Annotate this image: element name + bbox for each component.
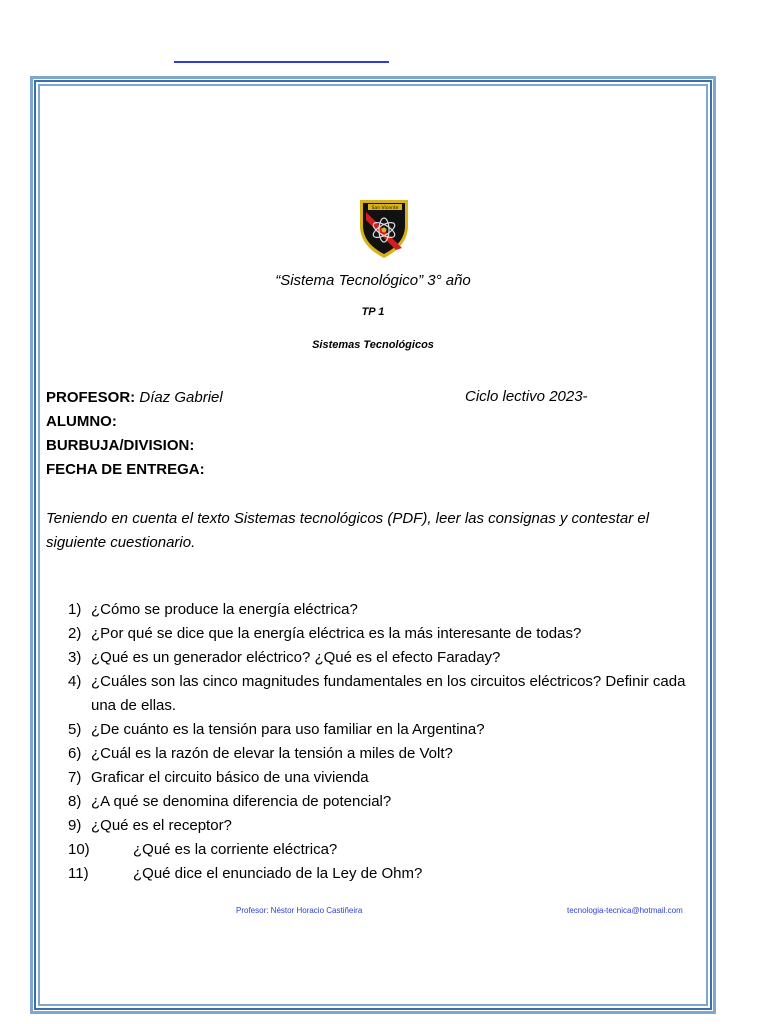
question-number: 1): [68, 601, 82, 618]
question-text: ¿Por qué se dice que la energía eléctrica es la más interesante de todas?: [91, 625, 582, 642]
instructions-line-2: siguiente cuestionario.: [46, 534, 196, 551]
question-number: 10): [68, 841, 90, 858]
question-number: 2): [68, 625, 82, 642]
delivery-date-field: [46, 459, 205, 481]
instructions-line-1: Teniendo en cuenta el texto Sistemas tecnológicos (PDF), leer las consignas y contestar el: [46, 510, 650, 527]
question-text: ¿Qué es la corriente eléctrica?: [133, 841, 338, 858]
teacher-label: PROFESOR:: [46, 389, 136, 406]
question-text: ¿Cuál es la razón de elevar la tensión a miles de Volt?: [91, 745, 453, 762]
crest-label: San Vicente: [371, 206, 399, 211]
top-link-underline: [174, 61, 389, 63]
question-text: Graficar el circuito básico de una vivienda: [91, 769, 369, 786]
question-text: ¿De cuánto es la tensión para uso familiar en la Argentina?: [91, 721, 485, 738]
question-number: 3): [68, 649, 82, 666]
school-crest-logo: [356, 196, 412, 260]
teacher-value: Díaz Gabriel: [139, 389, 223, 406]
school-year: Ciclo lectivo 2023-: [465, 388, 588, 405]
question-number: 6): [68, 745, 82, 762]
footer-email: tecnologia-tecnica@hotmail.com: [567, 906, 683, 915]
delivery-label: FECHA DE ENTREGA:: [46, 461, 205, 478]
teacher-field: [46, 387, 223, 409]
document-subtitle: Sistemas Tecnológicos: [312, 339, 434, 351]
question-text: ¿Cuáles son las cinco magnitudes fundamentales en los circuitos eléctricos? Definir cada: [91, 673, 686, 690]
question-text: ¿Qué dice el enunciado de la Ley de Ohm?: [133, 865, 423, 882]
question-number: 5): [68, 721, 82, 738]
question-number: 9): [68, 817, 82, 834]
instructions: [46, 507, 706, 555]
question-number: 8): [68, 793, 82, 810]
division-label: BURBUJA/DIVISION:: [46, 437, 195, 454]
question-text-continuation: una de ellas.: [91, 697, 177, 714]
question-text: ¿Cómo se produce la energía eléctrica?: [91, 601, 358, 618]
question-number: 11): [68, 865, 89, 882]
student-label: ALUMNO:: [46, 413, 117, 430]
subject-title: “Sistema Tecnológico” 3° año: [275, 272, 471, 289]
division-field: [46, 435, 194, 457]
question-number: 4): [68, 673, 82, 690]
footer-author: Profesor: Néstor Horacio Castiñeira: [236, 906, 363, 915]
question-text: ¿Qué es un generador eléctrico? ¿Qué es el efecto Faraday?: [91, 649, 501, 666]
student-field: [46, 411, 117, 433]
question-text: ¿Qué es el receptor?: [91, 817, 232, 834]
question-number: 7): [68, 769, 82, 786]
question-text: ¿A qué se denomina diferencia de potencial?: [91, 793, 392, 810]
tp-number: TP 1: [361, 306, 385, 318]
